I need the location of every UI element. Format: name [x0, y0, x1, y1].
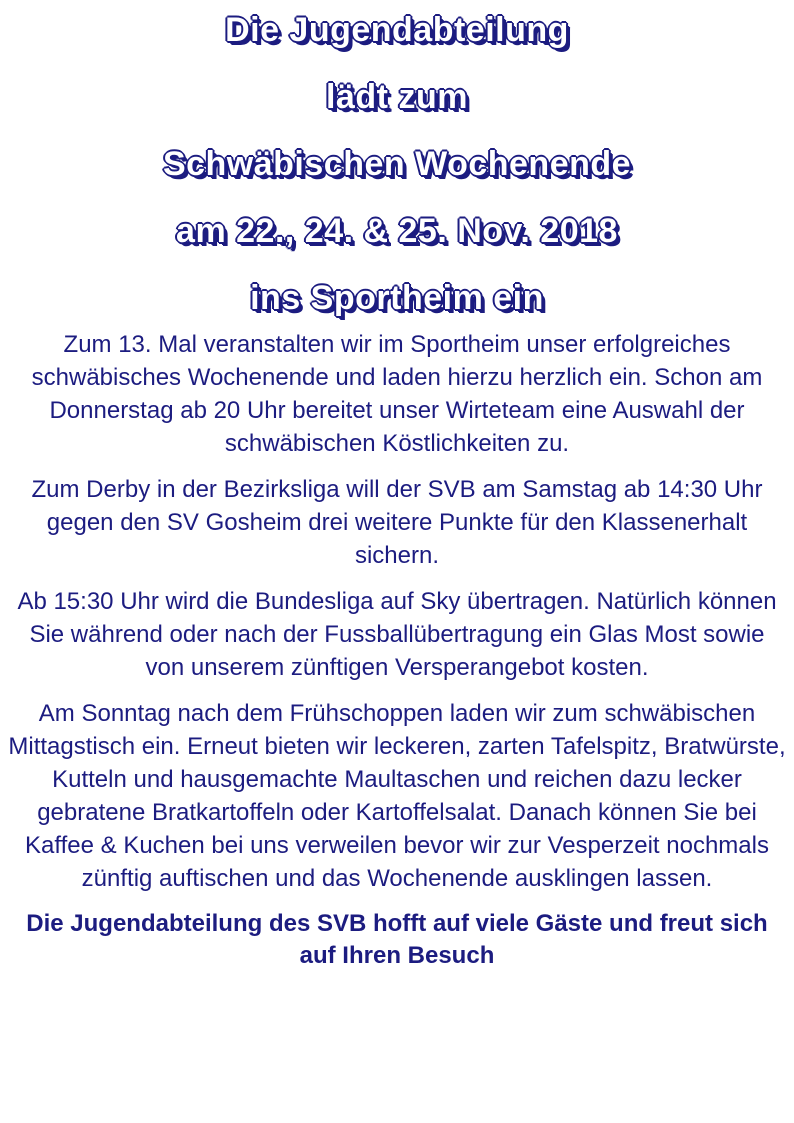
closing-statement: Die Jugendabteilung des SVB hofft auf viele Gäste und freut sich auf Ihren Besuch [26, 910, 768, 969]
paragraph-sunday: Am Sonntag nach dem Frühschoppen laden wir zum schwäbischen Mittagstisch ein. Erneut bieten wir leckeren, zarten Tafelspitz, Bratwürste, Kutteln und hausgemachte Maultaschen und reichen dazu lecker gebratene Bratkartoffeln oder Kartoffelsalat. Danach können Sie bei Kaffee & Kuchen bei uns verweilen bevor wir zur Vesperzeit nochmals zünftig auftischen und das Wochenende ausklingen lassen. [8, 700, 786, 892]
headline-event: Schwäbischen Wochenende [162, 145, 632, 183]
paragraph-bundesliga: Ab 15:30 Uhr wird die Bundesliga auf Sky übertragen. Natürlich können Sie während oder nach der Fussballübertragung ein Glas Most sowie von unserem zünftigen Versperangebot kosten. [17, 588, 777, 681]
headline-title: Die Jugendabteilung [225, 11, 569, 49]
paragraph-intro: Zum 13. Mal veranstalten wir im Sportheim unser erfolgreiches schwäbisches Wochenende und laden hierzu herzlich ein. Schon am Donnerstag ab 20 Uhr bereitet unser Wirteteam eine Auswahl der schwäbischen Köstlichkeiten zu. [31, 331, 763, 457]
headline-date: am 22., 24. & 25. Nov. 2018 [176, 212, 618, 250]
paragraph-derby: Zum Derby in der Bezirksliga will der SVB am Samstag ab 14:30 Uhr gegen den SV Gosheim drei weitere Punkte für den Klassenerhalt sichern. [31, 476, 763, 569]
headline-invite: lädt zum [326, 78, 468, 116]
headline-block [0, 8, 794, 326]
headline-location: ins Sportheim ein [250, 279, 544, 317]
